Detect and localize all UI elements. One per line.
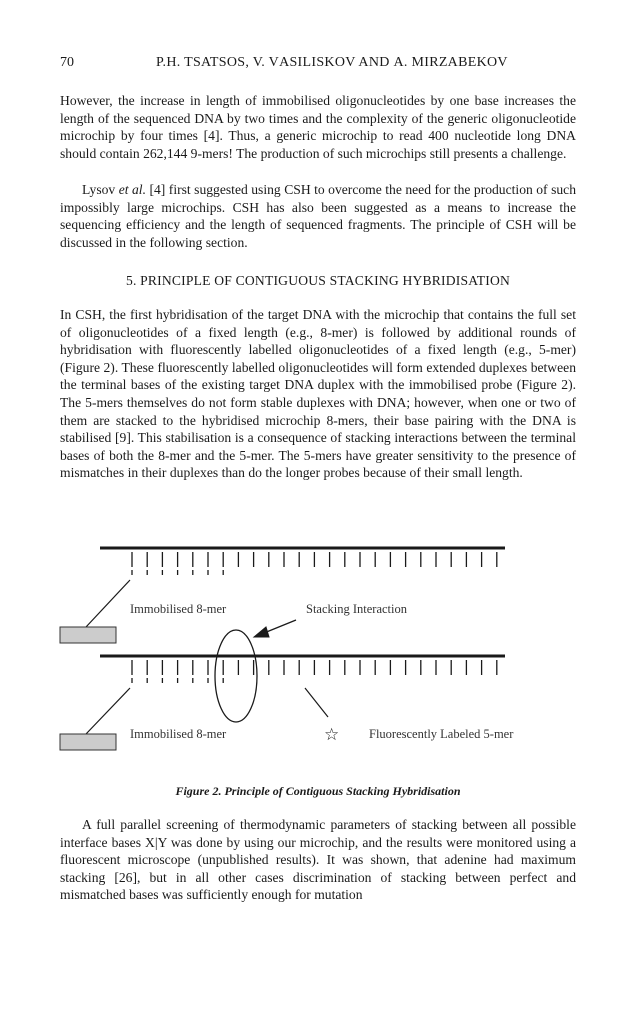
bottom-probe-linker: [86, 688, 130, 734]
running-head-authors: P.H. TSATSOS, V. VASILISKOV AND A. MIRZABEKOV: [156, 55, 508, 70]
label-top-8mer: Immobilised 8-mer: [130, 602, 227, 616]
label-fluorescent-5mer: Fluorescently Labeled 5-mer: [369, 727, 514, 741]
top-probe-linker: [86, 580, 130, 627]
section-heading: 5. PRINCIPLE OF CONTIGUOUS STACKING HYBRIDISATION: [125, 273, 511, 288]
paragraph-1: However, the increase in length of immobilised oligonucleotides by one base increases the length of the sequenced DNA by two times and the complexity of the generic oligonucleotide microchip by four times [4]. Thus, a generic microchip to read 400 nucleotide long DNA should contain 262,144 9-mers! The production of such microchips still presents a challenge.: [60, 93, 576, 161]
label-bottom-8mer: Immobilised 8-mer: [130, 727, 227, 741]
stacking-arrow-head: [254, 627, 269, 637]
stacking-interaction-ellipse: [215, 630, 257, 722]
paragraph-2: Lysov et al. [4] first suggested using CSH to overcome the need for the production of such impossibly large microchips. CSH has also been suggested as a means to increase the sequencing efficiency and the length of sequenced fragments. The principle of CSH will be discussed in the following section.: [60, 182, 576, 250]
top-substrate: [60, 627, 116, 643]
top-duplex-ticks: [132, 552, 497, 575]
paragraph-4: A full parallel screening of thermodynamic parameters of stacking between all possible interface bases X|Y was done by using our microchip, and the results were monitored using a fluorescent microscope (unpublished results). It was shown, that adenine had maximum stacking [26], but in all other cases discrimination of stacking between perfect and mismatched bases was sufficiently enough for mutation: [60, 817, 576, 903]
fluor-label-linker: [305, 688, 328, 717]
bottom-duplex-ticks: [132, 660, 497, 683]
bottom-substrate: [60, 734, 116, 750]
paragraph-3: In CSH, the first hybridisation of the target DNA with the microchip that contains the full set of oligonucleotides of a fixed length (e.g., 8-mer) is followed by additional rounds of hybridisation with fluorescently labelled oligonucleotides of a fixed length (e.g., 5-mer) (Figure 2). These fluorescently labelled oligonucleotides will form extended duplexes between the terminal bases of the existing target DNA duplex with the immobilised probe (Figure 2). The 5-mers themselves do not form stable duplexes with DNA; however, when one or two of them are stacked to the hybridised microchip 8-mers, their base pairing with the DNA is stabilised [9]. This stabilisation is a consequence of stacking interactions between the terminal bases of both the 8-mer and the 5-mer. The 5-mers have greater sensitivity to the presence of mismatches in their duplexes than do the longer probes because of their small length.: [60, 307, 576, 481]
stacking-arrow-shaft: [264, 620, 296, 633]
figure-caption: Figure 2. Principle of Contiguous Stacking Hybridisation: [175, 784, 461, 798]
label-stacking-interaction: Stacking Interaction: [306, 602, 408, 616]
star-icon: ☆: [324, 725, 340, 744]
page-number: 70: [60, 55, 74, 70]
